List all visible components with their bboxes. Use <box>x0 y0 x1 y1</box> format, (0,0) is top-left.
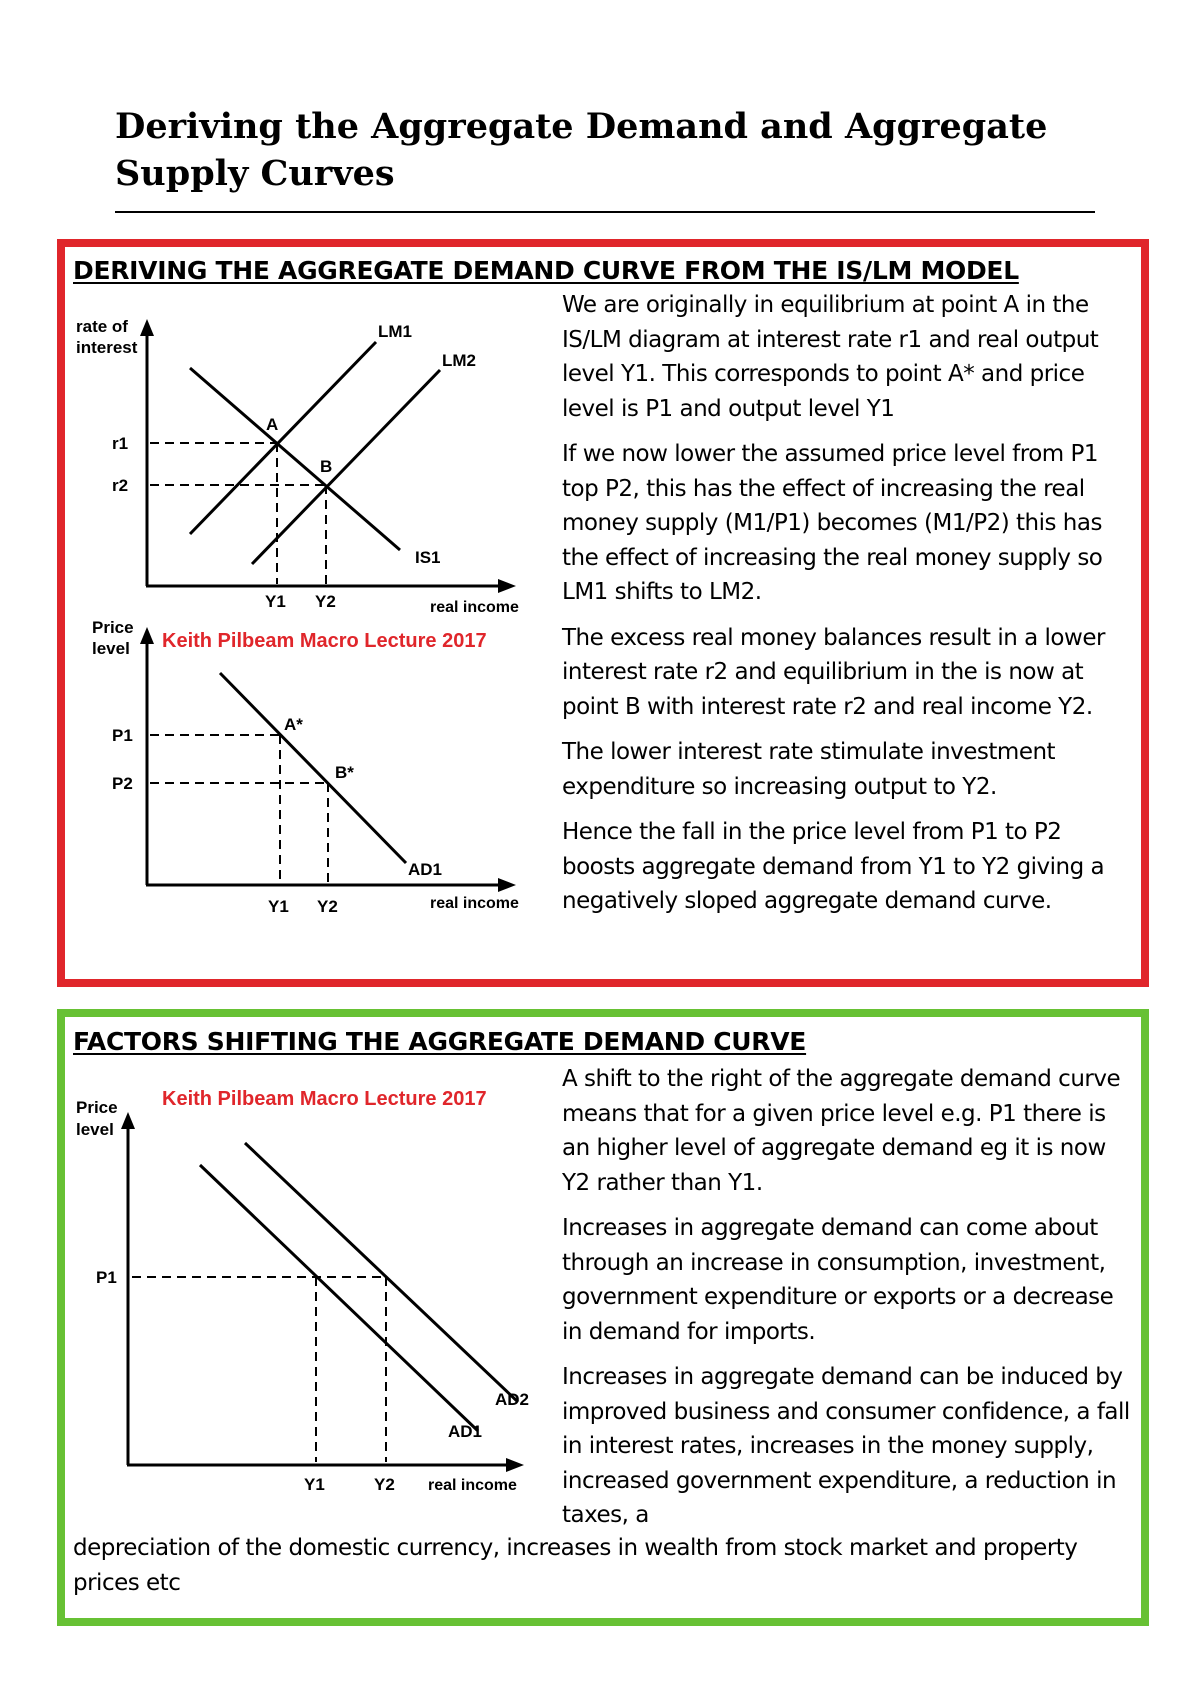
section-ad-shift-heading: FACTORS SHIFTING THE AGGREGATE DEMAND CURVE <box>73 1027 807 1056</box>
page-title: Deriving the Aggregate Demand and Aggregate Supply Curves <box>115 106 1048 194</box>
lm2-curve <box>252 370 440 564</box>
point-b-label: B <box>320 457 333 476</box>
ad-y-axis-arrowhead <box>140 627 154 644</box>
islm-y-axis-label-line1: rate of <box>76 317 128 336</box>
r1-tick-label: r1 <box>112 434 129 453</box>
ad1-label: AD1 <box>408 860 443 879</box>
paragraph: The lower interest rate stimulate investment expenditure so increasing output to Y2. <box>562 739 1056 800</box>
shift-ad1-label: AD1 <box>448 1422 483 1441</box>
paragraph: A shift to the right of the aggregate demand curve means that for a given price level e.g. P1 there is an higher level of aggregate demand eg it is now Y2 rather than Y1. <box>562 1066 1121 1196</box>
ad-x-axis-label: real income <box>430 895 519 912</box>
shift-y-axis-label-line2: level <box>76 1120 114 1139</box>
shift-p1-tick-label: P1 <box>96 1268 117 1287</box>
ad-x-axis-arrowhead <box>498 878 516 892</box>
shift-x-axis-arrowhead <box>506 1458 524 1472</box>
title-divider <box>115 211 1095 213</box>
ad-y2-tick-label: Y2 <box>317 897 338 916</box>
paragraph: If we now lower the assumed price level from P1 top P2, this has the effect of increasing the real money supply (M1/P1) becomes (M1/P2) this has the effect of increasing the real money supply so LM1 shifts to LM2. <box>562 441 1103 605</box>
paragraph: The excess real money balances result in a lower interest rate r2 and equilibrium in the is now at point B with interest rate r2 and real income Y2. <box>562 624 1105 720</box>
paragraph: We are originally in equilibrium at point A in the IS/LM diagram at interest rate r1 and real output level Y1. This corresponds to point A* and price level is P1 and output level Y1 <box>562 292 1099 422</box>
ad1-curve <box>220 673 406 863</box>
r2-tick-label: r2 <box>112 476 129 495</box>
shift-diagram-watermark: Keith Pilbeam Macro Lecture 2017 <box>162 1088 487 1110</box>
lm2-label: LM2 <box>442 351 476 370</box>
paragraph: Increases in aggregate demand can come about through an increase in consumption, investment, government expenditure or exports or a decrease in demand for imports. <box>562 1215 1114 1345</box>
shift-x-axis-label: real income <box>428 1477 517 1494</box>
point-a-star-label: A* <box>284 715 303 734</box>
ad-y-axis-label-line2: level <box>92 639 130 658</box>
islm-x-axis-label: real income <box>430 599 519 616</box>
ad-shift-diagram <box>70 1075 540 1505</box>
y1-tick-label: Y1 <box>265 592 286 611</box>
paragraph: Increases in aggregate demand can be induced by improved business and consumer confidence, a fall in interest rates, increases in the money supply, increased government expenditure, a reduction in taxes, a <box>562 1364 1130 1528</box>
shift-y2-tick-label: Y2 <box>374 1475 395 1494</box>
shift-y-axis-label-line1: Price <box>76 1098 118 1117</box>
p1-tick-label: P1 <box>112 726 133 745</box>
lm1-label: LM1 <box>378 322 412 341</box>
ad2-curve <box>245 1143 518 1402</box>
shift-y-axis-arrowhead <box>121 1112 135 1129</box>
ad1-shift-curve <box>200 1165 478 1431</box>
ad-y-axis-label-line1: Price <box>92 618 134 637</box>
is1-label: IS1 <box>415 548 441 567</box>
ad-diagram <box>70 615 540 920</box>
islm-x-axis-arrowhead <box>498 579 516 593</box>
section-ad-derivation-text <box>562 288 1140 930</box>
is1-curve <box>190 368 400 550</box>
islm-y-axis-label-line2: interest <box>76 338 138 357</box>
p2-tick-label: P2 <box>112 774 133 793</box>
shift-y1-tick-label: Y1 <box>304 1475 325 1494</box>
y2-tick-label: Y2 <box>315 592 336 611</box>
ad-diagram-watermark: Keith Pilbeam Macro Lecture 2017 <box>162 630 487 652</box>
section-ad-shift-text-tail <box>73 1531 1133 1601</box>
islm-diagram <box>70 310 540 615</box>
ad2-label: AD2 <box>495 1390 530 1409</box>
point-b-star-label: B* <box>335 763 354 782</box>
islm-y-axis-arrowhead <box>140 319 154 336</box>
paragraph: Hence the fall in the price level from P1 to P2 boosts aggregate demand from Y1 to Y2 giving a negatively sloped aggregate demand curve. <box>562 819 1105 914</box>
paragraph: depreciation of the domestic currency, increases in wealth from stock market and property prices etc <box>73 1535 1078 1596</box>
section-ad-derivation-heading: DERIVING THE AGGREGATE DEMAND CURVE FROM THE IS/LM MODEL <box>73 256 1019 285</box>
section-ad-shift-text <box>562 1062 1140 1544</box>
point-a-label: A <box>266 415 279 434</box>
ad-y1-tick-label: Y1 <box>268 897 289 916</box>
